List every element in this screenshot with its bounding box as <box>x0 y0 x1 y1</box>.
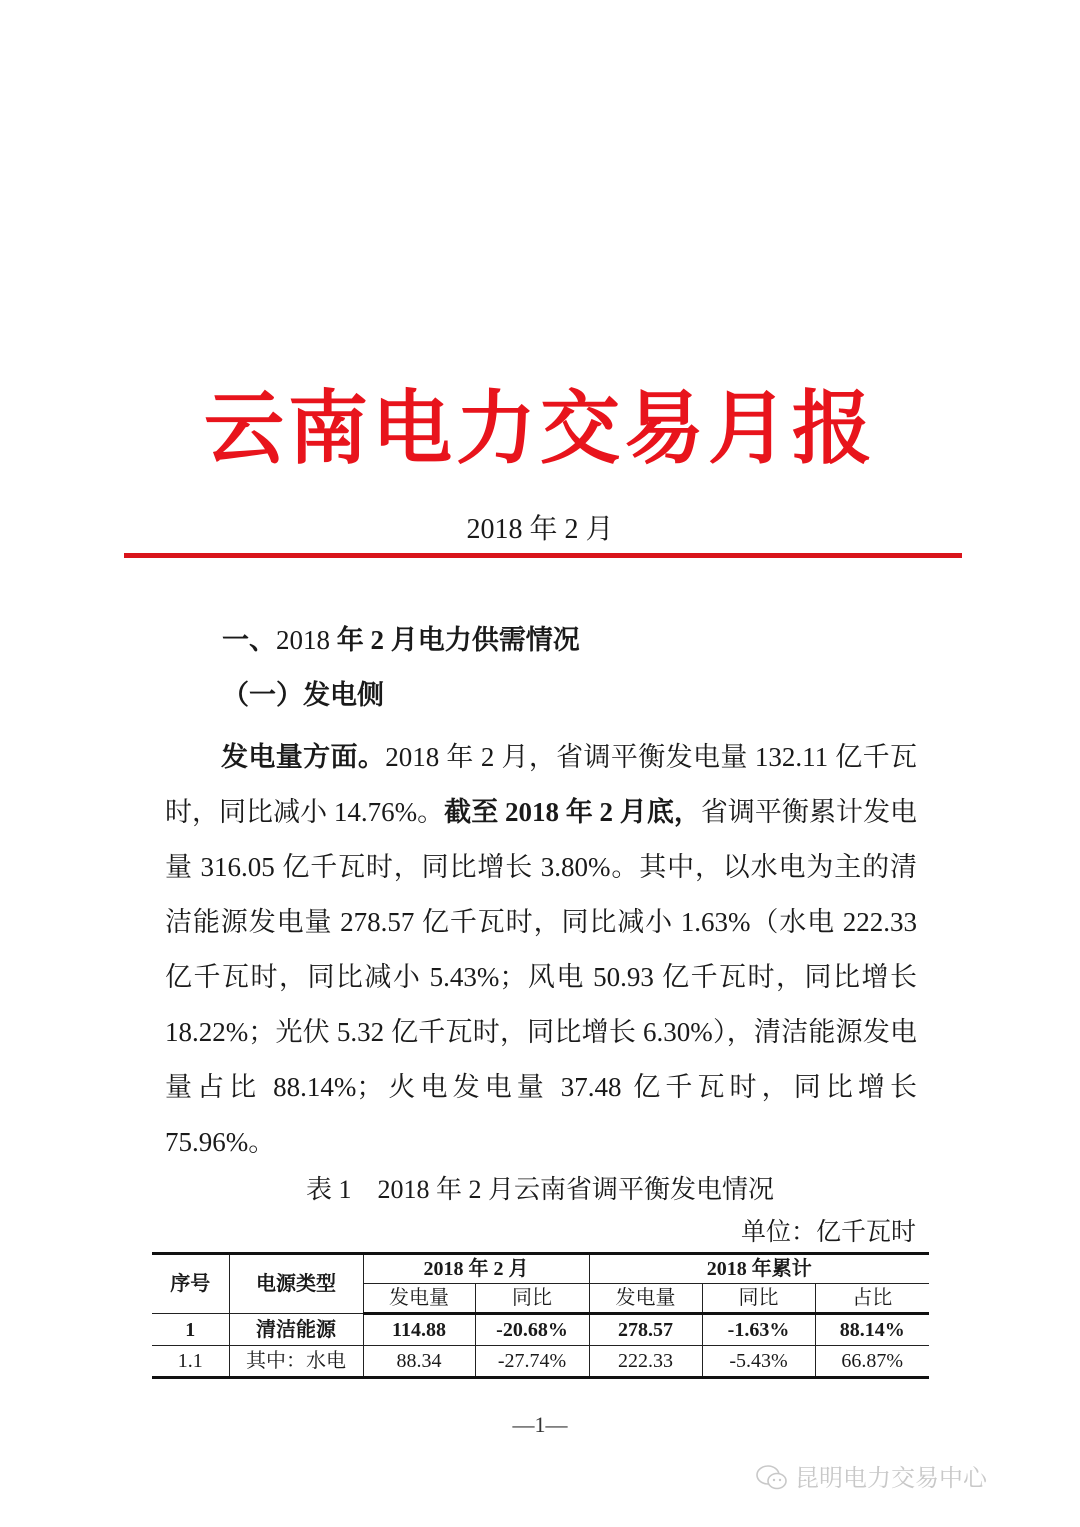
header-group-ytd: 2018 年累计 <box>589 1254 929 1284</box>
header-ytd-yoy: 同比 <box>702 1284 815 1314</box>
cell-month-yoy: -27.74% <box>475 1346 589 1378</box>
header-month-gen: 发电量 <box>363 1284 475 1314</box>
header-ytd-share: 占比 <box>815 1284 929 1314</box>
report-title: 云南电力交易月报 <box>204 381 876 475</box>
cell-ytd-gen: 222.33 <box>589 1346 702 1378</box>
cell-month-gen: 114.88 <box>363 1314 475 1346</box>
watermark <box>755 1460 987 1496</box>
header-type: 电源类型 <box>229 1254 363 1314</box>
cell-type: 清洁能源 <box>229 1314 363 1346</box>
header-group-month: 2018 年 2 月 <box>363 1254 589 1284</box>
section-heading-prefix: 一、 <box>222 625 276 655</box>
subsection-heading: （一）发电侧 <box>222 680 384 710</box>
cell-month-gen: 88.34 <box>363 1346 475 1378</box>
header-ytd-gen: 发电量 <box>589 1284 702 1314</box>
red-divider <box>124 553 962 558</box>
paragraph-bold-phrase: 截至 2018 年 2 月底， <box>444 797 701 827</box>
cell-ytd-yoy: -1.63% <box>702 1314 815 1346</box>
cell-type: 其中：水电 <box>229 1346 363 1378</box>
section-heading <box>222 620 580 660</box>
section-heading-rest: 年 2 月电力供需情况 <box>330 625 580 655</box>
generation-table <box>152 1252 929 1379</box>
generation-paragraph <box>165 730 917 1170</box>
cell-seq: 1.1 <box>152 1346 229 1378</box>
paragraph-sentence-1: 2018 年 2 月，省调平衡发电量 132.11 亿千瓦时，同比减小 14.76%。 <box>165 742 917 827</box>
cell-ytd-yoy: -5.43% <box>702 1346 815 1378</box>
paragraph-sentence-2: 省调平衡累计发电量 316.05 亿千瓦时，同比增长 3.80%。其中，以水电为主的清洁能源发电量 278.57 亿千瓦时，同比减小 1.63%（水电 222.33 亿千瓦时，同比减小 5.43%；风电 50.93 亿千瓦时，同比增长 18.22%；光伏 5.32 亿千瓦时，同比增长 6.30%），清洁能源发电量占比 88.14%；火电发电量 37.48 亿千瓦时，同比增长 75.96%。 <box>165 797 918 1157</box>
section-heading-year: 2018 <box>276 625 330 655</box>
cell-ytd-share: 66.87% <box>815 1346 929 1378</box>
issue-date: 2018 年 2 月 <box>466 514 614 545</box>
header-month-yoy: 同比 <box>475 1284 589 1314</box>
table-caption: 表 1 2018 年 2 月云南省调平衡发电情况 <box>305 1175 774 1204</box>
cell-ytd-gen: 278.57 <box>589 1314 702 1346</box>
cell-month-yoy: -20.68% <box>475 1314 589 1346</box>
table-row <box>152 1346 929 1378</box>
header-seq: 序号 <box>152 1254 229 1314</box>
wechat-icon <box>755 1464 789 1492</box>
cell-ytd-share: 88.14% <box>815 1314 929 1346</box>
table-unit: 单位：亿千瓦时 <box>740 1219 916 1246</box>
cell-seq: 1 <box>152 1314 229 1346</box>
table-row <box>152 1314 929 1346</box>
page-number: —1— <box>512 1412 568 1437</box>
paragraph-lead: 发电量方面。 <box>221 742 386 772</box>
watermark-text: 昆明电力交易中心 <box>795 1464 987 1492</box>
